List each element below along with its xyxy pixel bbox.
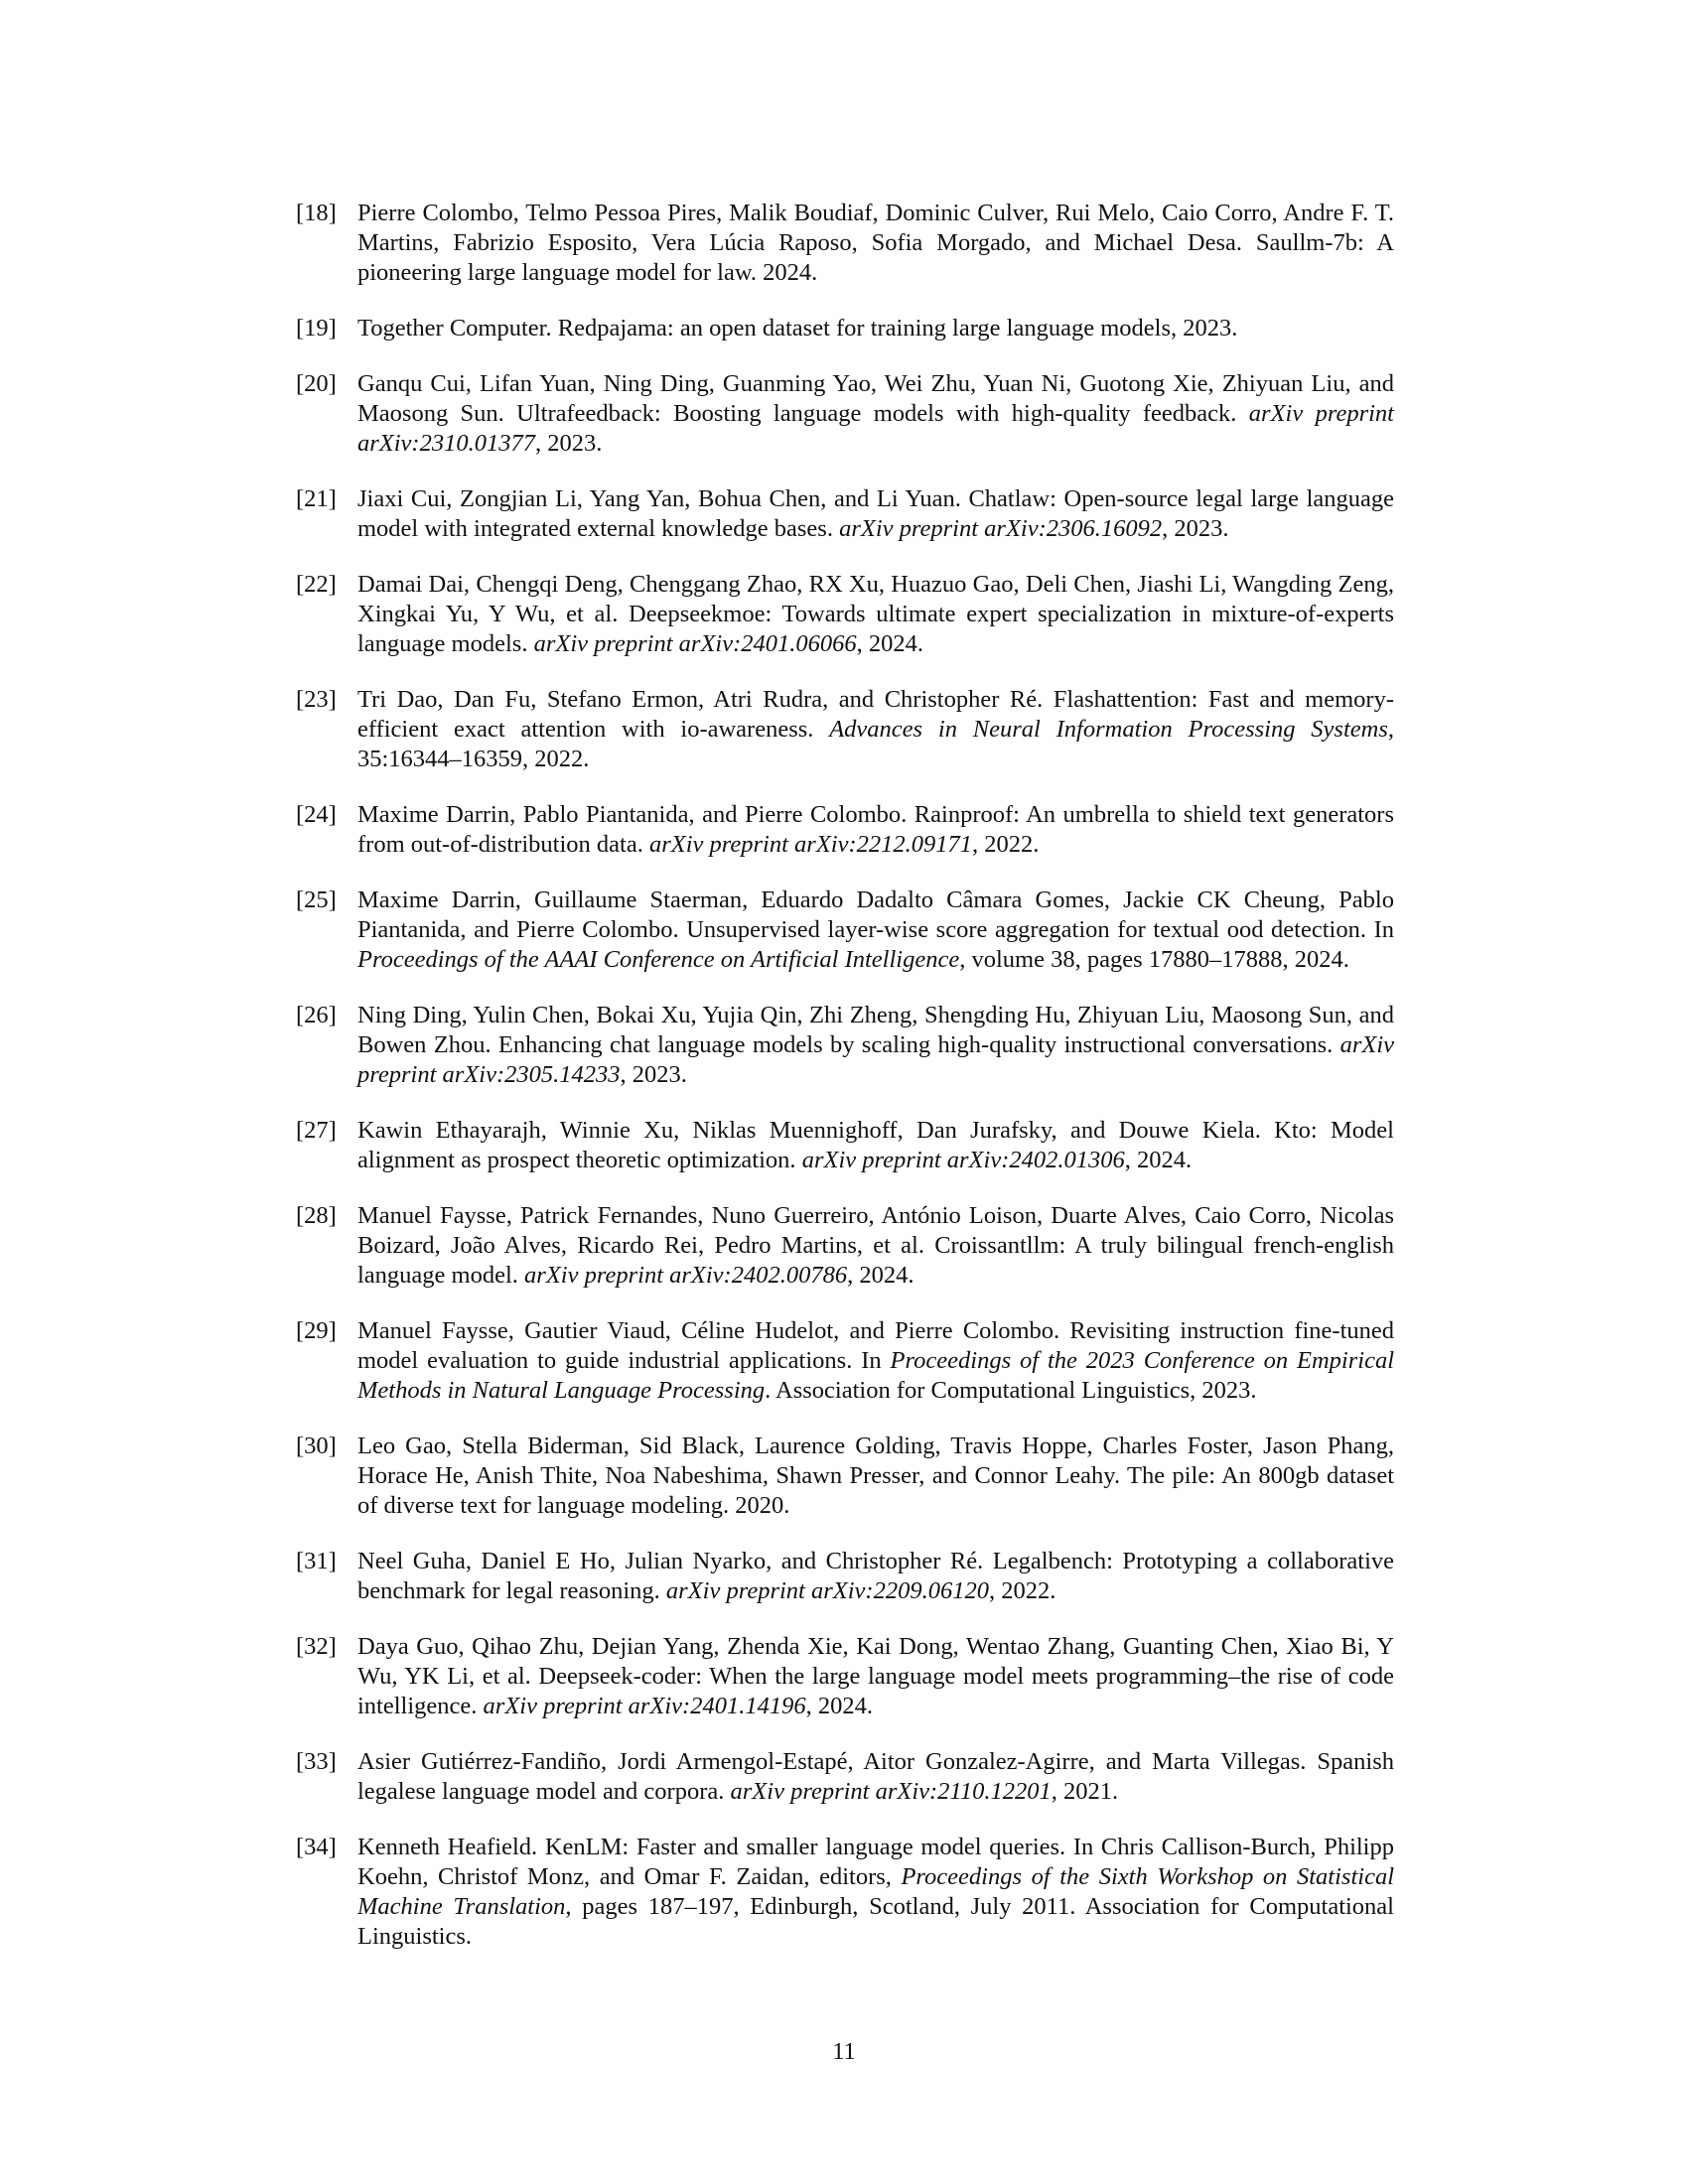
reference-body [357, 1432, 1394, 1521]
reference-body [357, 685, 1394, 774]
reference-text: Maxime Darrin, Guillaume Staerman, Eduardo Dadalto Câmara Gomes, Jackie CK Cheung, Pablo Piantanida, and Pierre Colombo. Unsupervised layer-wise score aggregation for textual ood detection. In [357, 887, 1394, 943]
reference-tail: , 2022. [988, 1577, 1056, 1604]
reference-item [296, 1632, 1394, 1721]
reference-body [357, 484, 1394, 544]
reference-body [357, 886, 1394, 975]
reference-tail: , 2023. [620, 1061, 687, 1088]
reference-number: [32] [296, 1633, 337, 1660]
reference-text: Pierre Colombo, Telmo Pessoa Pires, Malik Boudiaf, Dominic Culver, Rui Melo, Caio Corro, Andre F. T. Martins, Fabrizio Esposito, Vera Lúcia Raposo, Sofia Morgado, and Michael Desa. Saullm-7b: A pioneering large language model for law. 2024. [357, 200, 1394, 286]
reference-item [296, 484, 1394, 544]
reference-text: Kenneth Heafield. KenLM: Faster and smaller language model queries. In Chris Callison-Burch, Philipp Koehn, Christof Monz, and Omar F. Zaidan, editors, [357, 1834, 1394, 1890]
reference-number: [33] [296, 1748, 337, 1775]
reference-venue: arXiv preprint arXiv:2402.01306 [801, 1147, 1125, 1173]
reference-text: Ning Ding, Yulin Chen, Bokai Xu, Yujia Qin, Zhi Zheng, Shengding Hu, Zhiyuan Liu, Maosong Sun, and Bowen Zhou. Enhancing chat language models by scaling high-quality instructional conversations. [357, 1002, 1394, 1058]
reference-tail: , 2023. [534, 430, 603, 457]
reference-body [357, 1201, 1394, 1291]
reference-number: [18] [296, 200, 337, 226]
reference-number: [22] [296, 571, 337, 598]
reference-number: [20] [296, 370, 337, 397]
reference-item [296, 1747, 1394, 1807]
reference-body [357, 1316, 1394, 1406]
reference-text: Damai Dai, Chengqi Deng, Chenggang Zhao, RX Xu, Huazuo Gao, Deli Chen, Jiashi Li, Wangding Zeng, Xingkai Yu, Y Wu, et al. Deepseekmoe: Towards ultimate expert specialization in mixture-of-experts language models. [357, 571, 1394, 657]
reference-item [296, 1001, 1394, 1090]
reference-item [296, 314, 1394, 343]
reference-venue: arXiv preprint arXiv:2110.12201 [730, 1778, 1052, 1805]
reference-venue: arXiv preprint arXiv:2401.14196 [483, 1693, 806, 1719]
reference-tail: , 2024. [1124, 1147, 1193, 1173]
reference-tail: , pages 187–197, Edinburgh, Scotland, July 2011. Association for Computational Linguistics. [357, 1893, 1394, 1950]
reference-tail: , 2023. [1162, 515, 1229, 542]
reference-tail: , 2024. [847, 1262, 914, 1289]
reference-body [357, 369, 1394, 459]
reference-number: [24] [296, 801, 337, 828]
reference-number: [27] [296, 1117, 337, 1144]
reference-body [357, 800, 1394, 860]
reference-item [296, 369, 1394, 459]
reference-text: Jiaxi Cui, Zongjian Li, Yang Yan, Bohua Chen, and Li Yuan. Chatlaw: Open-source legal large language model with integrated external knowledge bases. [357, 485, 1394, 542]
reference-venue: arXiv preprint arXiv:2209.06120 [665, 1577, 989, 1604]
reference-text: Maxime Darrin, Pablo Piantanida, and Pierre Colombo. Rainproof: An umbrella to shield text generators from out-of-distribution data. [357, 801, 1394, 858]
reference-body [357, 1547, 1394, 1606]
reference-venue: arXiv preprint arXiv:2402.00786 [524, 1262, 848, 1289]
reference-text: Together Computer. Redpajama: an open dataset for training large language models, 2023. [357, 315, 1238, 341]
reference-tail: , 2022. [972, 831, 1040, 858]
reference-venue: Advances in Neural Information Processing Systems [829, 716, 1388, 743]
reference-item [296, 1316, 1394, 1406]
reference-venue: arXiv preprint arXiv:2305.14233 [357, 1031, 1394, 1088]
reference-tail: , 2024. [856, 630, 923, 657]
reference-item [296, 199, 1394, 288]
reference-body [357, 1833, 1394, 1952]
reference-body [357, 199, 1394, 288]
reference-text: Asier Gutiérrez-Fandiño, Jordi Armengol-Estapé, Aitor Gonzalez-Agirre, and Marta Villegas. Spanish legalese language model and corpora. [357, 1748, 1394, 1805]
reference-text: Manuel Faysse, Gautier Viaud, Céline Hudelot, and Pierre Colombo. Revisiting instruction fine-tuned model evaluation to guide industrial applications. In [357, 1317, 1394, 1374]
reference-body [357, 314, 1394, 343]
reference-text: Tri Dao, Dan Fu, Stefano Ermon, Atri Rudra, and Christopher Ré. Flashattention: Fast and memory-efficient exact attention with io-awareness. [357, 686, 1394, 743]
reference-tail: . Association for Computational Linguistics, 2023. [765, 1377, 1257, 1404]
reference-list [296, 199, 1394, 1978]
reference-tail: , 2021. [1051, 1778, 1119, 1805]
reference-body [357, 1001, 1394, 1090]
reference-tail: , 2024. [805, 1693, 873, 1719]
reference-item [296, 886, 1394, 975]
reference-number: [28] [296, 1202, 337, 1229]
reference-number: [34] [296, 1834, 337, 1860]
reference-text: Ganqu Cui, Lifan Yuan, Ning Ding, Guanming Yao, Wei Zhu, Yuan Ni, Guotong Xie, Zhiyuan Liu, and Maosong Sun. Ultrafeedback: Boosting language models with high-quality feedback. [357, 370, 1394, 427]
page-number: 11 [832, 2038, 856, 2065]
reference-body [357, 1632, 1394, 1721]
reference-item [296, 1201, 1394, 1291]
reference-number: [26] [296, 1002, 337, 1028]
reference-item [296, 800, 1394, 860]
reference-body [357, 570, 1394, 659]
reference-number: [19] [296, 315, 337, 341]
reference-item [296, 1547, 1394, 1606]
reference-text: Daya Guo, Qihao Zhu, Dejian Yang, Zhenda Xie, Kai Dong, Wentao Zhang, Guanting Chen, Xiao Bi, Y Wu, YK Li, et al. Deepseek-coder: When the large language model meets programming–the rise of code intelligence. [357, 1633, 1394, 1719]
reference-text: Manuel Faysse, Patrick Fernandes, Nuno Guerreiro, António Loison, Duarte Alves, Caio Corro, Nicolas Boizard, João Alves, Ricardo Rei, Pedro Martins, et al. Croissantllm: A truly bilingual french-english language model. [357, 1202, 1394, 1289]
reference-venue: arXiv preprint arXiv:2212.09171 [648, 831, 972, 858]
reference-number: [29] [296, 1317, 337, 1344]
reference-venue: arXiv preprint arXiv:2310.01377 [357, 400, 1394, 457]
reference-number: [21] [296, 485, 337, 512]
reference-body [357, 1116, 1394, 1175]
reference-number: [23] [296, 686, 337, 713]
reference-text: Neel Guha, Daniel E Ho, Julian Nyarko, and Christopher Ré. Legalbench: Prototyping a collaborative benchmark for legal reasoning. [357, 1548, 1394, 1604]
reference-tail: , volume 38, pages 17880–17888, 2024. [959, 946, 1349, 973]
reference-body [357, 1747, 1394, 1807]
reference-text: Leo Gao, Stella Biderman, Sid Black, Laurence Golding, Travis Hoppe, Charles Foster, Jason Phang, Horace He, Anish Thite, Noa Nabeshima, Shawn Presser, and Connor Leahy. The pile: An 800gb dataset of diverse text for language modeling. 2020. [357, 1433, 1394, 1519]
reference-number: [25] [296, 887, 337, 913]
reference-venue: Proceedings of the AAAI Conference on Artificial Intelligence [357, 946, 960, 973]
reference-venue: arXiv preprint arXiv:2401.06066 [533, 630, 857, 657]
reference-item [296, 1833, 1394, 1952]
reference-item [296, 685, 1394, 774]
reference-venue: Proceedings of the 2023 Conference on Empirical Methods in Natural Language Processing [357, 1347, 1394, 1404]
reference-venue: Proceedings of the Sixth Workshop on Statistical Machine Translation [357, 1863, 1394, 1920]
reference-item [296, 1432, 1394, 1521]
reference-tail: , 35:16344–16359, 2022. [357, 716, 1394, 772]
reference-item [296, 1116, 1394, 1175]
reference-item [296, 570, 1394, 659]
reference-venue: arXiv preprint arXiv:2306.16092 [839, 515, 1163, 542]
reference-number: [31] [296, 1548, 337, 1574]
reference-number: [30] [296, 1433, 337, 1459]
reference-text: Kawin Ethayarajh, Winnie Xu, Niklas Muennighoff, Dan Jurafsky, and Douwe Kiela. Kto: Model alignment as prospect theoretic optimization. [357, 1117, 1394, 1173]
